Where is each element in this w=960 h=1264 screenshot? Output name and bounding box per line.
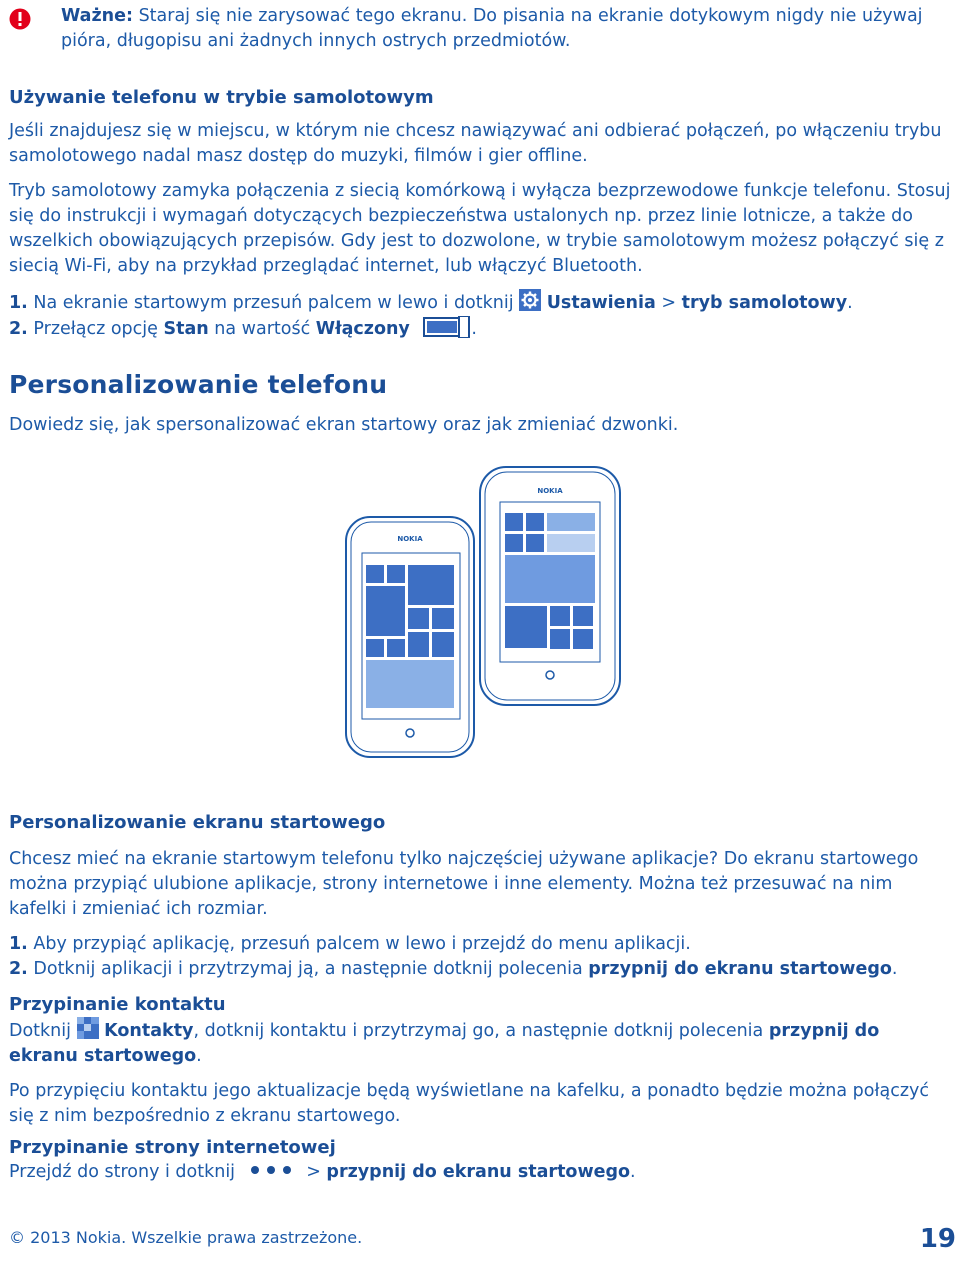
pin-web-para: [9, 1160, 952, 1185]
text: Przejdź do strony i dotknij: [9, 1162, 241, 1182]
period: .: [471, 319, 477, 339]
step-text: Na ekranie startowym przesuń palcem w lewo i dotknij: [27, 293, 520, 313]
step-number: 2.: [9, 959, 28, 979]
step-number: 2.: [9, 319, 28, 339]
step-text: Przełącz opcję: [27, 319, 164, 339]
step-text: na wartość: [208, 319, 316, 339]
period: .: [630, 1162, 636, 1182]
pin-command: przypnij do ekranu startowego: [9, 1021, 880, 1066]
period: .: [891, 959, 898, 979]
pin-contact-section: [9, 993, 952, 1129]
phone-back: [480, 467, 620, 705]
stan-label: Stan: [163, 319, 209, 339]
footer-copyright: © 2013 Nokia. Wszelkie prawa zastrzeżone.: [9, 1228, 363, 1247]
start-screen-heading: Personalizowanie ekranu startowego: [9, 812, 386, 833]
pin-contact-para1: [9, 1017, 952, 1069]
phone-brand: NOKIA: [397, 535, 423, 543]
period: .: [847, 293, 853, 313]
warning-block: [9, 4, 952, 54]
text: , dotknij kontaktu i przytrzymaj go, a następnie dotknij polecenia: [193, 1021, 769, 1041]
airplane-step1: [9, 289, 952, 316]
personalize-section: [9, 370, 952, 438]
airplane-section: [9, 86, 952, 342]
more-dots-icon: [249, 1164, 293, 1176]
step-text: Dotknij aplikacji i przytrzymaj ją, a następnie dotknij polecenia: [27, 959, 589, 979]
pin-command: przypnij do ekranu startowego: [326, 1162, 631, 1182]
personalize-intro: Dowiedz się, jak spersonalizować ekran startowy oraz jak zmieniać dzwonki.: [9, 415, 679, 435]
pin-command: przypnij do ekranu startowego: [588, 959, 892, 979]
page-title: Personalizowanie telefonu: [9, 370, 388, 399]
contacts-tile-icon: [77, 1017, 99, 1039]
pin-web-section: [9, 1136, 952, 1185]
pin-contact-para2: Po przypięciu kontaktu jego aktualizacje będą wyświetlane na kafelku, a ponadto będzie można połączyć się z nim bezpośrednio z ekranu startowego.: [9, 1081, 929, 1126]
start-screen-step2: [9, 957, 952, 982]
pin-contact-heading: Przypinanie kontaktu: [9, 994, 226, 1015]
step-number: 1.: [9, 293, 28, 313]
separator: >: [655, 293, 682, 313]
settings-label: Ustawienia: [546, 293, 656, 313]
text: Dotknij: [9, 1021, 77, 1041]
page-number: 19: [919, 1224, 956, 1254]
airplane-step2: [9, 316, 952, 342]
start-screen-section: [9, 811, 952, 982]
airplane-mode-label: tryb samolotowy: [681, 293, 848, 313]
pin-web-heading: Przypinanie strony internetowej: [9, 1137, 336, 1158]
phone-brand: NOKIA: [537, 487, 563, 495]
on-label: Włączony: [315, 319, 410, 339]
warning-text: [61, 4, 952, 54]
start-screen-step1: [9, 932, 952, 957]
airplane-heading: Używanie telefonu w trybie samolotowym: [9, 87, 434, 108]
phone-front: [346, 517, 474, 757]
step-text: Aby przypiąć aplikację, przesuń palcem w lewo i przejdź do menu aplikacji.: [27, 934, 691, 954]
phones-illustration: [340, 465, 640, 765]
warning-label: Ważne:: [61, 6, 133, 26]
period: .: [196, 1046, 202, 1066]
separator: >: [300, 1162, 327, 1182]
start-screen-para: Chcesz mieć na ekranie startowym telefonu tylko najczęściej używane aplikacje? Do ekranu startowego można przypiąć ulubione aplikacje, strony internetowe i inne elementy. Można też przesuwać na nim kafelki i zmieniać ich rozmiar.: [9, 849, 919, 919]
step-number: 1.: [9, 934, 28, 954]
airplane-para2: Tryb samolotowy zamyka połączenia z siecią komórkową i wyłącza bezprzewodowe funkcje telefonu. Stosuj się do instrukcji i wymagań dotyczących bezpieczeństwa ustalonych np. przez linie lotnicze, a także do wszelkich obowiązujących przepisów. Gdy jest to dozwolone, w trybie samolotowym możesz połączyć się z siecią Wi-Fi, aby na przykład przeglądać internet, lub włączyć Bluetooth.: [9, 181, 951, 276]
contacts-label: Kontakty: [104, 1021, 194, 1041]
warning-body: Staraj się nie zarysować tego ekranu. Do pisania na ekranie dotykowym nigdy nie używaj pióra, długopisu ani żadnych innych ostrych przedmiotów.: [61, 6, 923, 51]
gear-icon: [519, 289, 541, 311]
toggle-on-icon: [423, 316, 471, 338]
airplane-para1: Jeśli znajdujesz się w miejscu, w którym nie chcesz nawiązywać ani odbierać połączeń, po włączeniu trybu samolotowego nadal masz dostęp do muzyki, filmów i gier offline.: [9, 121, 942, 166]
warning-icon: [9, 8, 31, 30]
